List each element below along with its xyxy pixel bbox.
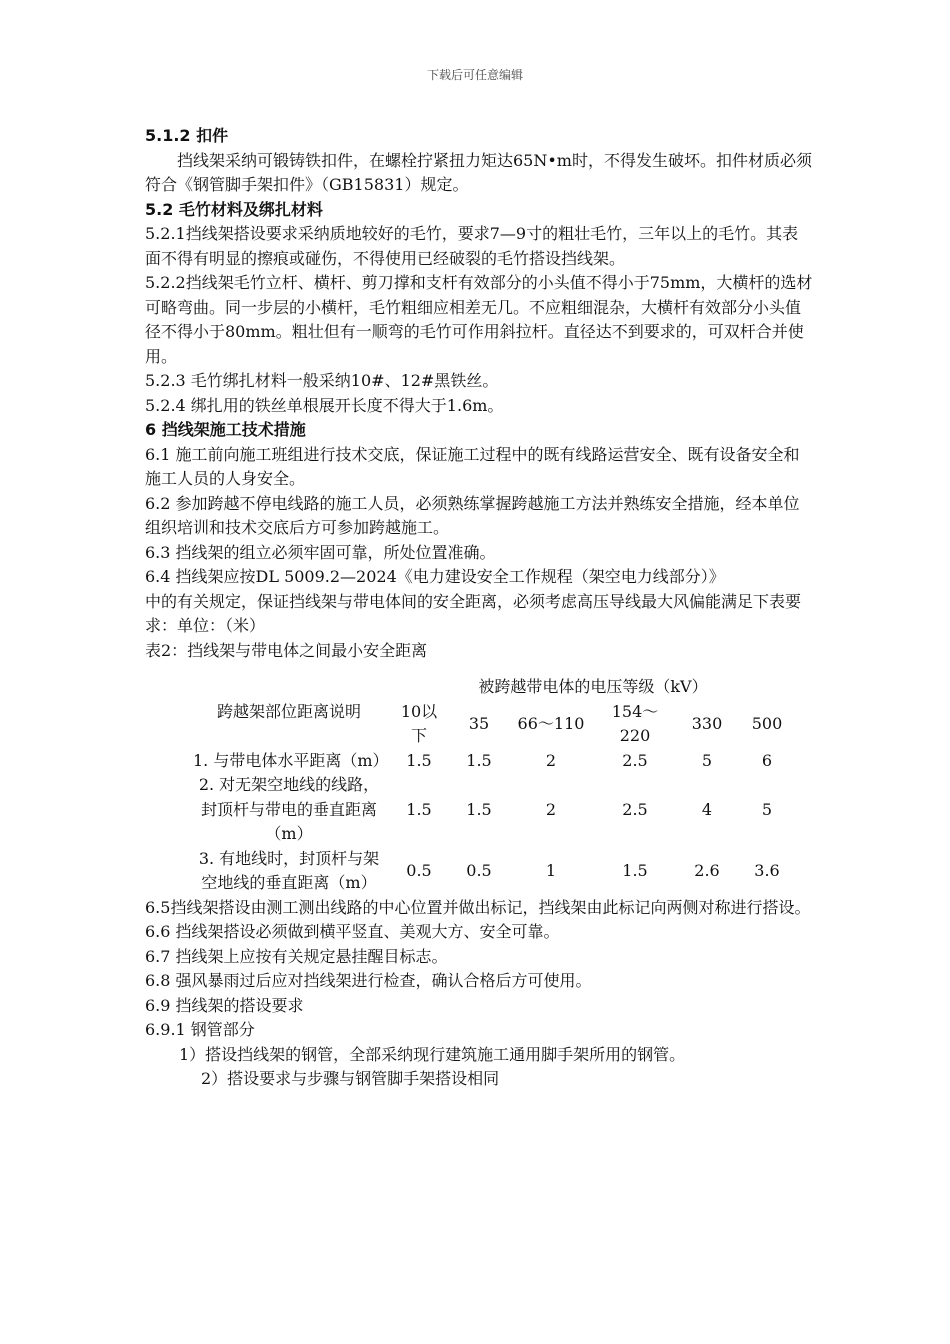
table-cell: 1.5 — [466, 750, 492, 770]
row-description: 3. 有地线时，封顶杆与架空地线的垂直距离（m） — [198, 848, 380, 892]
voltage-column-header: 10以下 — [400, 701, 438, 745]
section-paragraphs — [145, 124, 813, 663]
table-cell: 3.6 — [754, 860, 780, 880]
table-cell: 1.5 — [406, 750, 432, 770]
table-cell: 4 — [701, 799, 713, 819]
table-cell: 2.5 — [622, 799, 648, 819]
paragraph: 6.7 挡线架上应按有关规定悬挂醒目标志。 — [145, 946, 448, 966]
safety-distance-table — [189, 675, 797, 896]
voltage-column-header: 66～110 — [517, 713, 585, 733]
voltage-column-header: 500 — [751, 713, 783, 733]
table-cell: 5 — [761, 799, 773, 819]
table-row — [189, 847, 797, 896]
table-cell: 1.5 — [406, 799, 432, 819]
table-row — [189, 749, 797, 774]
paragraph: 5.2.3 毛竹绑扎材料一般采纳10#、12#黑铁丝。 — [145, 371, 499, 390]
paragraph: 6.9 挡线架的搭设要求 — [145, 995, 304, 1015]
paragraph: 中的有关规定，保证挡线架与带电体间的安全距离，必须考虑高压导线最大风偏能满足下表要求：单位：（米） — [145, 591, 802, 635]
paragraph: 挡线架采纳可锻铸铁扣件，在螺栓拧紧扭力矩达65N•m时，不得发生破坏。扣件材质必须符合《钢管脚手架扣件》（GB15831）规定。 — [145, 150, 812, 194]
paragraph: 表2：挡线架与带电体之间最小安全距离 — [145, 640, 428, 660]
paragraph: 6.4 挡线架应按DL 5009.2—2024《电力建设安全工作规程（架空电力线部分）》 — [145, 567, 725, 586]
table-desc-header: 跨越架部位距离说明 — [216, 701, 361, 721]
paragraph: 6.8 强风暴雨过后应对挡线架进行检查，确认合格后方可使用。 — [145, 971, 592, 990]
section-paragraphs-continued — [145, 896, 813, 1092]
paragraph: 5.2.1挡线架搭设要求采纳质地较好的毛竹，要求7—9寸的粗壮毛竹，三年以上的毛竹。其表面不得有明显的擦痕或碰伤，不得使用已经破裂的毛竹搭设挡线架。 — [145, 224, 799, 268]
section-heading: 5.1.2 扣件 — [145, 126, 229, 145]
paragraph: 5.2.4 绑扎用的铁丝单根展开长度不得大于1.6m。 — [145, 395, 504, 415]
table-cell: 1.5 — [622, 860, 648, 880]
paragraph: 6.2 参加跨越不停电线路的施工人员，必须熟练掌握跨越施工方法并熟练安全措施，经本单位组织培训和技术交底后方可参加跨越施工。 — [145, 493, 800, 537]
document-body — [145, 124, 813, 1092]
paragraph: 2）搭设要求与步骤与钢管脚手架搭设相同 — [201, 1069, 500, 1088]
paragraph: 6.6 挡线架搭设必须做到横平竖直、美观大方、安全可靠。 — [145, 922, 560, 941]
table-cell: 1.5 — [466, 799, 492, 819]
table-group-header: 被跨越带电体的电压等级（kV） — [478, 677, 708, 696]
table-row — [189, 773, 797, 847]
paragraph: 6.1 施工前向施工班组进行技术交底，保证施工过程中的既有线路运营安全、既有设备安全和施工人员的人身安全。 — [145, 444, 800, 488]
table-cell: 2.6 — [694, 860, 720, 880]
table-cell: 2.5 — [622, 750, 648, 770]
table-cell: 0.5 — [406, 860, 432, 880]
page-header: 下载后可任意编辑 — [426, 68, 523, 82]
paragraph: 6.9.1 钢管部分 — [145, 1020, 255, 1039]
table-cell: 5 — [701, 750, 713, 770]
table-cell: 0.5 — [466, 860, 492, 880]
table-cell: 2 — [545, 799, 557, 819]
paragraph: 6.3 挡线架的组立必须牢固可靠，所处位置准确。 — [145, 542, 496, 562]
table-cell: 1 — [545, 860, 557, 880]
paragraph: 6.5挡线架搭设由测工测出线路的中心位置并做出标记，挡线架由此标记向两侧对称进行搭设。 — [145, 897, 811, 917]
row-description: 1. 与带电体水平距离（m） — [193, 750, 389, 770]
voltage-column-header: 330 — [691, 713, 723, 733]
row-description: 2. 对无架空地线的线路，封顶杆与带电的垂直距离（m） — [198, 775, 380, 843]
section-heading: 6 挡线架施工技术措施 — [145, 420, 306, 439]
table-cell: 6 — [761, 750, 773, 770]
voltage-column-header: 35 — [468, 713, 490, 733]
voltage-column-header: 154～220 — [611, 701, 659, 745]
table-cell: 2 — [545, 750, 557, 770]
section-heading: 5.2 毛竹材料及绑扎材料 — [145, 199, 323, 219]
paragraph: 5.2.2挡线架毛竹立杆、横杆、剪刀撑和支杆有效部分的小头值不得小于75mm，大横杆的选材可略弯曲。同一步层的小横杆，毛竹粗细应相差无几。不应粗细混杂，大横杆有效部分小头值径不得小于80mm。粗壮但有一顺弯的毛竹可作用斜拉杆。直径达不到要求的，可双杆合并使用。 — [145, 273, 813, 366]
paragraph: 1）搭设挡线架的钢管，全部采纳现行建筑施工通用脚手架所用的钢管。 — [179, 1044, 686, 1064]
